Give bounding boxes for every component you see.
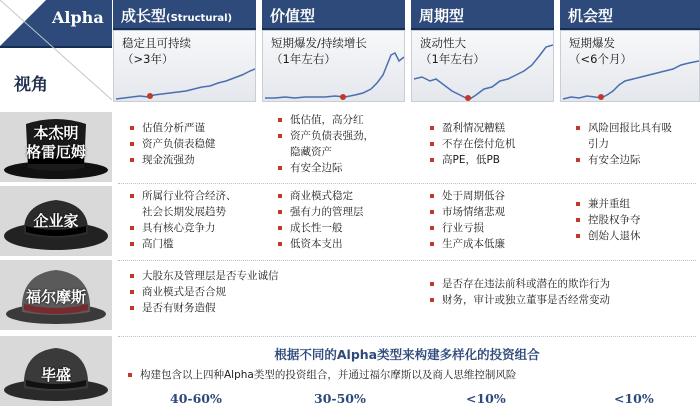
bullet-item: 不存在偿付危机 xyxy=(428,136,516,152)
bullet-item: 创始人退休 xyxy=(574,228,641,244)
cell-holmes-right xyxy=(428,276,610,308)
bullet-item: 高PE，低PB xyxy=(428,152,516,168)
cell-graham-opportunistic xyxy=(574,120,672,168)
bullet-item: 低资本支出 xyxy=(276,236,364,252)
hat-label-line: 企业家 xyxy=(33,212,79,230)
cell-graham-growth xyxy=(128,120,216,168)
hat-label-line: 毕盛 xyxy=(40,366,71,384)
bullet-continuation: 社会长期发展趋势 xyxy=(142,206,226,218)
summary-title: 根据不同的Alpha类型来构建多样化的投资组合 xyxy=(274,347,540,362)
column-desc-line: （1年左右） xyxy=(271,52,336,66)
column-desc-line: （<6个月） xyxy=(569,52,632,66)
row-separator xyxy=(118,260,696,261)
hat-holmes xyxy=(0,260,112,330)
bullet-item: 高门槛 xyxy=(128,236,237,252)
bullet-item: 盈利情况糟糕 xyxy=(428,120,516,136)
bullet-item: 商业模式稳定 xyxy=(276,188,364,204)
hat-entrepreneur xyxy=(0,186,112,256)
column-desc-line: 短期爆发/持续增长 xyxy=(271,36,367,50)
bullet-item: 具有核心竞争力 xyxy=(128,220,237,236)
hat-label-line: 福尔摩斯 xyxy=(25,288,86,306)
cell-graham-cyclical xyxy=(428,120,516,168)
alpha-view-corner xyxy=(0,0,112,100)
entry-point-marker xyxy=(340,94,346,100)
entry-point-marker xyxy=(598,94,604,100)
bullet-item: 财务，审计或独立董事是否经常变动 xyxy=(428,292,610,308)
bullet-item: 市场情绪悲观 xyxy=(428,204,505,220)
bullet-item: 兼并重组 xyxy=(574,196,641,212)
column-title: 周期型 xyxy=(419,7,465,25)
bullet-item: 生产成本低廉 xyxy=(428,236,505,252)
column-header-cyclical xyxy=(411,0,554,30)
bullet-item: 大股东及管理层是否专业诚信 xyxy=(128,268,279,284)
cell-holmes-left xyxy=(128,268,279,316)
column-title: 机会型 xyxy=(568,7,614,25)
entry-point-marker xyxy=(147,93,153,99)
row-separator xyxy=(118,336,696,337)
allocation-value: 30-50% xyxy=(314,391,366,406)
bullet-item: 有安全边际 xyxy=(276,160,374,176)
bullet-item: 现金流强劲 xyxy=(128,152,216,168)
bullet-item: 处于周期低谷 xyxy=(428,188,505,204)
bullet-continuation: 隐藏资产 xyxy=(290,146,332,158)
hat-graham xyxy=(0,112,112,182)
column-title-suffix: (Structural) xyxy=(166,13,233,24)
bullet-item: 是否有财务造假 xyxy=(128,300,279,316)
bullet-item: 风险回报比具有吸 xyxy=(574,120,672,136)
bullet-item: 估值分析严谨 xyxy=(128,120,216,136)
bullet-item: 商业模式是否合规 xyxy=(128,284,279,300)
cell-entrepreneur-value xyxy=(276,188,364,252)
column-desc-line: 波动性大 xyxy=(420,36,466,50)
column-chart-cyclical xyxy=(411,30,554,102)
column-header-opportunistic xyxy=(560,0,700,30)
column-chart-growth xyxy=(113,30,256,102)
bullet-item: 控股权争夺 xyxy=(574,212,641,228)
column-desc-line: 稳定且可持续 xyxy=(122,36,191,50)
column-chart-value xyxy=(262,30,405,102)
cell-entrepreneur-cyclical xyxy=(428,188,505,252)
alpha-label: Alpha xyxy=(52,8,104,27)
bullet-continuation: 引力 xyxy=(588,138,609,150)
column-desc-line: 短期爆发 xyxy=(569,36,615,50)
column-desc-line: （1年左右） xyxy=(420,52,485,66)
allocation-growth: 40-60% xyxy=(170,391,222,406)
allocation-cyclical: <10% xyxy=(466,391,506,406)
column-title: 成长型 xyxy=(121,7,167,25)
column-title: 价值型 xyxy=(270,7,316,25)
bullet-item: 资产负债表稳健 xyxy=(128,136,216,152)
cell-entrepreneur-opportunistic xyxy=(574,196,641,244)
column-desc-line: （>3年） xyxy=(122,52,174,66)
bullet-item: 是否存在违法前科或潜在的欺诈行为 xyxy=(428,276,610,292)
cell-entrepreneur-growth xyxy=(128,188,237,252)
bullet-item: 成长性一般 xyxy=(276,220,364,236)
cell-graham-value xyxy=(276,112,374,176)
column-header-growth xyxy=(113,0,256,30)
bullet-item: 有安全边际 xyxy=(574,152,672,168)
bullet-item: 行业亏损 xyxy=(428,220,505,236)
allocation-opportunistic: <10% xyxy=(614,391,654,406)
view-label: 视角 xyxy=(14,75,48,95)
bullet-item: 强有力的管理层 xyxy=(276,204,364,220)
hat-bisheng xyxy=(0,336,112,406)
row-separator xyxy=(118,183,696,184)
hat-label-line: 本杰明 xyxy=(33,124,79,142)
bullet-item: 所属行业符合经济、 xyxy=(128,188,237,204)
bullet-item: 低估值，高分红 xyxy=(276,112,374,128)
summary-note: 构建包含以上四种Alpha类型的投资组合，并通过福尔摩斯以及商人思维控制风险 xyxy=(128,367,516,382)
column-chart-opportunistic xyxy=(560,30,700,102)
column-header-value xyxy=(262,0,405,30)
hat-label-line: 格雷厄姆 xyxy=(25,143,86,161)
entry-point-marker xyxy=(465,95,471,101)
bullet-item: 资产负债表强劲， xyxy=(276,128,374,144)
